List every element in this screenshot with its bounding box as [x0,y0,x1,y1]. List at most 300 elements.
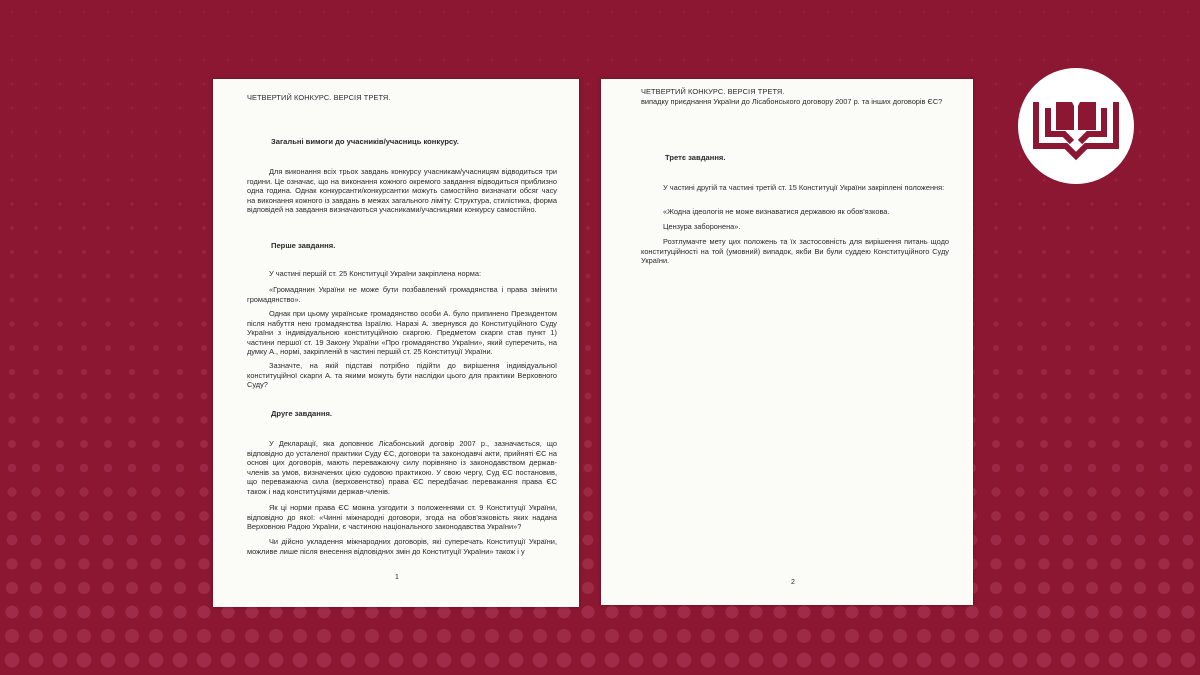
background-dot [1090,202,1094,206]
background-dot [5,653,20,668]
background-dot [1187,11,1189,13]
background-dot [773,629,787,643]
background-dot [1139,11,1141,13]
background-dot [803,11,805,13]
background-dot [509,653,524,668]
background-dot [106,154,109,157]
background-dot [7,511,17,521]
background-dot [8,464,17,473]
background-dot [1066,226,1070,230]
background-dot [293,629,307,643]
background-dot [994,202,998,206]
background-dot [1163,11,1165,13]
background-dot [995,35,997,37]
background-dot [1066,250,1070,254]
background-dot [515,11,517,13]
background-dot [1114,250,1118,254]
background-dot [941,629,955,643]
background-dot [107,107,110,110]
background-dot [1139,107,1142,110]
background-dot [200,416,207,423]
background-dot [102,558,113,569]
background-dot [1138,298,1143,303]
background-dot [202,274,207,279]
background-dot [1162,274,1167,279]
background-dot [1158,558,1169,569]
background-dot [58,202,62,206]
background-dot [53,653,68,668]
background-dot [467,11,469,13]
background-dot [707,11,709,13]
background-dot [1040,416,1047,423]
background-dot [1061,629,1075,643]
background-dot [34,250,38,254]
background-dot [55,535,66,546]
background-dot [485,629,499,643]
background-dot [1090,250,1094,254]
background-dot [29,605,42,618]
background-dot [586,226,590,230]
background-dot [629,605,642,618]
background-dot [59,59,62,62]
background-dot [78,558,89,569]
background-dot [1111,487,1120,496]
background-dot [1065,393,1072,400]
background-dot [128,440,136,448]
background-dot [659,11,661,13]
background-dot [178,274,183,279]
background-dot [1066,274,1071,279]
background-dot [103,487,112,496]
background-dot [1112,440,1120,448]
background-dot [917,653,932,668]
background-dot [1187,131,1190,134]
background-dot [992,416,999,423]
background-dot [83,131,86,134]
background-dot [202,226,206,230]
background-dot [1089,393,1096,400]
background-dot [1186,226,1190,230]
background-dot [1114,202,1118,206]
background-dot [827,59,830,62]
background-dot [707,35,709,37]
background-dot [1039,535,1050,546]
background-dot [251,59,254,62]
background-dot [1016,464,1025,473]
background-dot [1159,487,1168,496]
background-dot [1157,653,1172,668]
background-dot [202,250,206,254]
background-dot [178,178,181,181]
background-dot [104,440,112,448]
background-dot [821,605,834,618]
background-dot [584,440,592,448]
background-dot [1088,416,1095,423]
background-dot [683,35,685,37]
background-dot [29,653,44,668]
background-dot [79,511,89,521]
background-dot [102,582,114,594]
background-dot [1159,511,1169,521]
background-dot [1186,250,1190,254]
background-dot [173,653,188,668]
background-dot [11,11,13,13]
background-dot [1139,131,1142,134]
background-dot [659,35,661,37]
background-dot [106,202,110,206]
background-dot [991,535,1002,546]
background-dot [127,487,136,496]
background-dot [125,629,139,643]
background-dot [275,35,277,37]
background-dot [1109,605,1122,618]
background-dot [563,35,565,37]
background-dot [586,154,589,157]
background-dot [197,605,210,618]
background-dot [581,653,596,668]
background-dot [1091,35,1093,37]
background-dot [605,629,619,643]
background-dot [341,629,355,643]
background-dot [1014,558,1025,569]
background-dot [55,487,64,496]
background-dot [105,393,112,400]
background-dot [82,250,86,254]
background-dot [55,511,65,521]
background-dot [1111,535,1122,546]
background-dot [1112,464,1121,473]
background-dot [83,107,86,110]
background-dot [1063,487,1072,496]
background-dot [779,11,781,13]
background-dot [437,629,451,643]
background-dot [582,558,593,569]
background-dot [106,178,109,181]
background-dot [1186,202,1190,206]
background-dot [1089,321,1094,326]
background-dot [221,653,236,668]
background-dot [200,464,209,473]
background-dot [81,345,87,351]
background-dot [1015,535,1026,546]
background-dot [175,535,186,546]
background-dot [8,416,15,423]
background-dot [151,487,160,496]
background-dot [154,274,159,279]
background-dot [1038,558,1049,569]
background-dot [79,535,90,546]
background-dot [629,653,644,668]
background-dot [1183,511,1193,521]
background-dot [251,35,253,37]
background-dot [437,605,450,618]
background-dot [923,59,926,62]
background-dot [347,35,349,37]
background-dot [1114,298,1119,303]
background-dot [1138,274,1143,279]
background-dot [203,59,206,62]
background-dot [586,298,591,303]
background-dot [827,11,829,13]
background-dot [1110,558,1121,569]
background-dot [1085,653,1100,668]
background-dot [1064,464,1073,473]
background-dot [1135,535,1146,546]
background-dot [443,11,445,13]
background-dot [994,226,998,230]
background-dot [683,59,686,62]
background-dot [33,345,39,351]
background-dot [29,629,43,643]
background-dot [1138,178,1141,181]
background-dot [152,416,159,423]
background-dot [83,11,85,13]
background-dot [54,558,65,569]
background-dot [677,605,690,618]
background-dot [1066,298,1071,303]
background-dot [1158,582,1170,594]
background-dot [199,535,210,546]
background-dot [11,83,14,86]
background-dot [539,11,541,13]
background-dot [245,653,260,668]
background-dot [994,250,998,254]
background-dot [1163,59,1166,62]
background-dot [1041,369,1047,375]
background-dot [11,107,14,110]
background-dot [1181,653,1196,668]
task1-paragraph-4: Зазначте, на якій підставі потрібно підійти до вирішення індивідуальної конституційної скарги А. та якими можуть бути наслідки цього для практики Верховного Суду? [247,361,557,390]
background-dot [1134,558,1145,569]
background-dot [129,393,136,400]
background-dot [1162,202,1166,206]
background-dot [1067,11,1069,13]
background-dot [755,35,757,37]
background-dot [1133,653,1148,668]
background-dot [893,605,906,618]
background-dot [635,11,637,13]
background-dot [269,629,283,643]
background-dot [1042,226,1046,230]
background-dot [1043,11,1045,13]
background-dot [31,535,42,546]
background-dot [585,345,591,351]
background-dot [461,629,475,643]
background-dot [11,131,14,134]
background-dot [1115,59,1118,62]
background-dot [1019,35,1021,37]
background-dot [611,59,614,62]
background-dot [1063,535,1074,546]
background-dot [53,629,67,643]
background-dot [994,274,999,279]
background-dot [1185,321,1190,326]
background-dot [1136,440,1144,448]
background-dot [899,11,901,13]
background-dot [1066,202,1070,206]
background-dot [365,653,380,668]
background-dot [869,653,884,668]
background-dot [1113,345,1119,351]
background-dot [202,298,207,303]
background-dot [1160,464,1169,473]
background-dot [653,629,667,643]
background-dot [1042,298,1047,303]
background-dot [992,464,1001,473]
background-dot [178,154,181,157]
background-dot [34,178,37,181]
task1-paragraph-2: «Громадянин України не може бути позбавлений громадянства і права змінити громадянство». [247,285,557,304]
background-dot [1135,487,1144,496]
background-dot [77,653,92,668]
background-dot [993,369,999,375]
background-dot [155,59,158,62]
background-dot [1161,369,1167,375]
background-dot [1163,83,1166,86]
background-dot [875,59,878,62]
background-dot [779,59,782,62]
background-dot [1016,440,1024,448]
background-dot [701,605,714,618]
background-dot [395,11,397,13]
background-dot [179,131,182,134]
background-dot [581,629,595,643]
background-dot [587,11,589,13]
background-dot [154,178,157,181]
background-dot [245,629,259,643]
background-dot [127,535,138,546]
background-dot [851,59,854,62]
background-dot [821,629,835,643]
background-dot [54,582,66,594]
background-dot [130,226,134,230]
background-dot [586,250,590,254]
background-dot [845,653,860,668]
background-dot [1162,226,1166,230]
background-dot [107,83,110,86]
background-dot [80,440,88,448]
background-dot [80,416,87,423]
background-dot [683,11,685,13]
background-dot [82,274,87,279]
background-dot [1184,464,1193,473]
background-dot [584,464,593,473]
background-dot [1062,582,1074,594]
background-dot [151,535,162,546]
background-dot [101,629,115,643]
background-dot [611,35,613,37]
background-dot [1086,558,1097,569]
background-dot [199,511,209,521]
background-dot [154,226,158,230]
background-dot [467,59,470,62]
background-dot [299,35,301,37]
background-dot [82,226,86,230]
background-dot [1109,653,1124,668]
background-dot [107,11,109,13]
background-dot [899,59,902,62]
background-dot [1134,582,1146,594]
background-dot [299,11,301,13]
background-dot [1162,178,1165,181]
background-dot [725,629,739,643]
background-dot [971,59,974,62]
background-dot [1113,369,1119,375]
background-dot [198,558,209,569]
background-dot [7,487,16,496]
background-dot [179,83,182,86]
background-dot [129,345,135,351]
background-dot [221,629,235,643]
background-dot [1018,250,1022,254]
background-dot [197,629,211,643]
background-dot [177,321,182,326]
background-dot [1138,202,1142,206]
background-dot [104,416,111,423]
background-dot [155,83,158,86]
background-dot [103,511,113,521]
background-dot [893,653,908,668]
background-dot [299,59,302,62]
background-dot [701,629,715,643]
background-dot [176,416,183,423]
background-dot [1133,605,1146,618]
background-dot [57,369,63,375]
background-dot [178,298,183,303]
background-dot [994,154,997,157]
background-dot [202,178,205,181]
background-dot [1037,605,1050,618]
background-dot [105,345,111,351]
background-dot [105,369,111,375]
task3-paragraph-4: Розтлумачте мету цих положень та їх застосовність для вирішення питань щодо конституційності на той (умовний) випадок, якби Ви були суддею Конституційного Суду України. [641,237,949,266]
background-dot [177,369,183,375]
background-dot [58,226,62,230]
background-dot [32,464,41,473]
background-dot [59,131,62,134]
background-dot [5,629,19,643]
background-dot [1111,511,1121,521]
background-dot [1184,440,1192,448]
background-dot [994,298,999,303]
background-dot [35,83,38,86]
background-dot [1037,653,1052,668]
background-dot [293,605,306,618]
background-dot [130,274,135,279]
background-dot [1065,369,1071,375]
background-dot [1161,393,1168,400]
background-dot [749,629,763,643]
background-dot [1185,393,1192,400]
background-dot [990,582,1002,594]
background-dot [10,226,14,230]
background-dot [56,440,64,448]
background-dot [35,11,37,13]
background-dot [1136,416,1143,423]
background-dot [582,582,594,594]
background-dot [994,178,997,181]
background-dot [1113,393,1120,400]
background-dot [174,558,185,569]
background-dot [293,653,308,668]
background-dot [869,629,883,643]
background-dot [221,605,234,618]
background-dot [130,154,133,157]
background-dot [583,487,592,496]
background-dot [153,345,159,351]
background-dot [1139,35,1141,37]
background-dot [129,321,134,326]
